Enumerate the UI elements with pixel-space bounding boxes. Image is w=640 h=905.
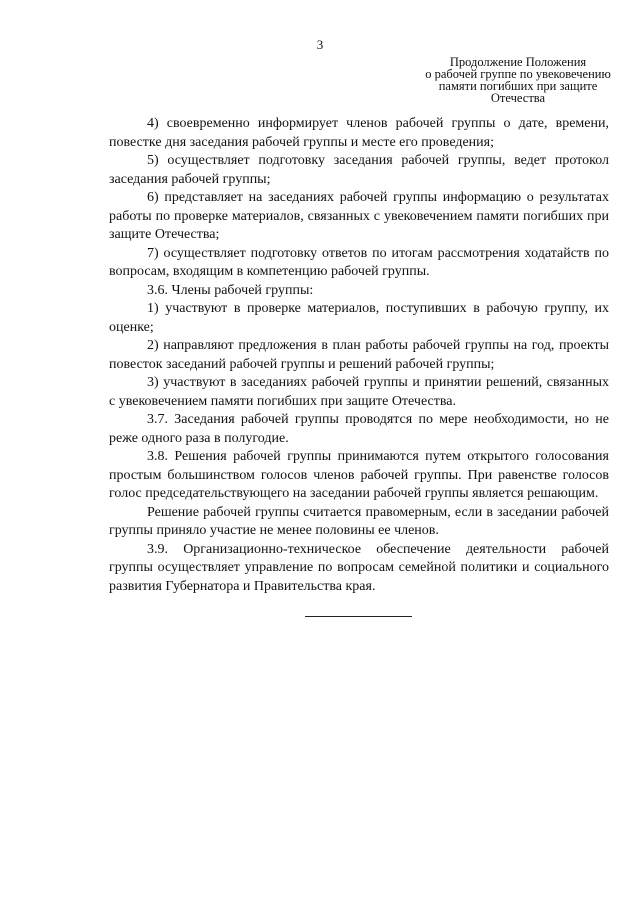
paragraph: 5) осуществляет подготовку заседания рабочей группы, ведет протокол заседания рабочей группы; — [109, 153, 609, 187]
continuation-header — [418, 56, 618, 104]
header-line: памяти погибших при защите — [438, 79, 598, 93]
paragraph: 4) своевременно информирует членов рабочей группы о дате, времени, повестке дня заседания рабочей группы и месте его проведения; — [109, 116, 609, 150]
paragraph: 6) представляет на заседаниях рабочей группы информацию о результатах работы по проверке материалов, связанных с увековечением памяти погибших при защите Отечества; — [109, 190, 609, 242]
paragraph: 2) направляют предложения в план работы рабочей группы на год, проекты повесток заседаний рабочей группы и решений рабочей группы; — [109, 338, 609, 372]
paragraph: 3) участвуют в заседаниях рабочей группы и принятии решений, связанных с увековечением памяти погибших при защите Отечества. — [109, 375, 609, 409]
header-line: Продолжение Положения — [449, 55, 587, 69]
paragraph: Решение рабочей группы считается правомерным, если в заседании рабочей группы приняло участие не менее половины ее членов. — [109, 504, 609, 538]
page-number: 3 — [316, 37, 324, 52]
paragraph: 7) осуществляет подготовку ответов по итогам рассмотрения ходатайств по вопросам, входящим в компетенцию рабочей группы. — [109, 245, 609, 279]
closing-rule — [305, 616, 412, 617]
paragraph: 3.8. Решения рабочей группы принимаются путем открытого голосования простым большинством голосов членов рабочей группы. При равенстве голосов голос председательствующего на заседании рабочей группы является решающим. — [109, 449, 609, 501]
header-line: о рабочей группе по увековечению — [425, 67, 611, 81]
paragraph: 3.7. Заседания рабочей группы проводятся по мере необходимости, но не реже одного раза в полугодие. — [109, 412, 609, 446]
paragraph: 1) участвуют в проверке материалов, поступивших в рабочую группу, их оценке; — [109, 301, 609, 335]
document-body — [109, 115, 609, 596]
paragraph: 3.6. Члены рабочей группы: — [147, 282, 314, 298]
header-line: Отечества — [490, 91, 546, 105]
paragraph: 3.9. Организационно-техническое обеспечение деятельности рабочей группы осуществляет управление по вопросам семейной политики и социального развития Губернатора и Правительства края. — [109, 541, 609, 594]
